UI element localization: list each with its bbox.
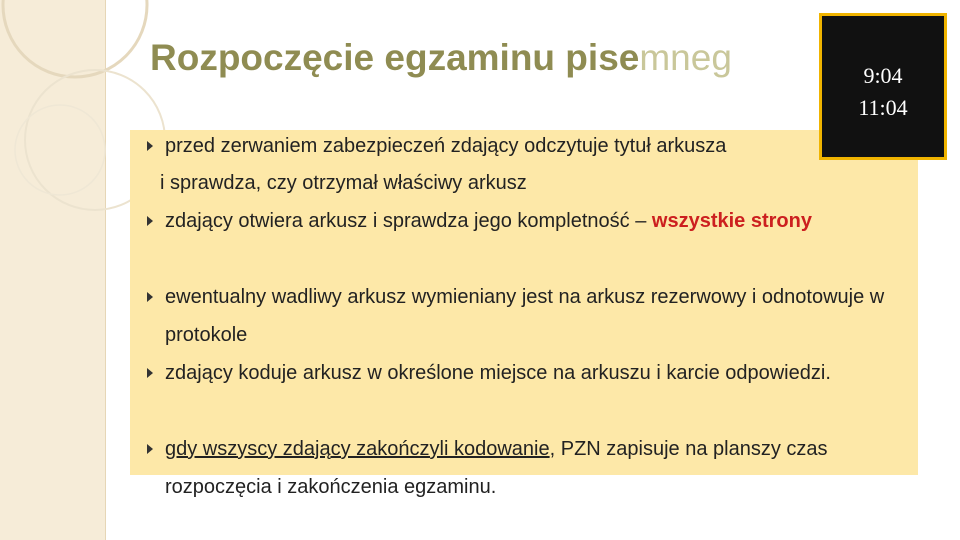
triangle-right-icon — [145, 291, 155, 303]
bullet-2-emphasis: wszystkie strony — [651, 210, 812, 232]
bullet-2-lead: zdający otwiera arkusz i sprawdza jego kompletność – — [165, 210, 652, 232]
slide-title — [150, 36, 732, 80]
bullet-4-text: zdający koduje arkusz w określone miejsce na arkuszu i karcie odpowiedzi. — [165, 362, 831, 384]
timer-box — [819, 13, 947, 160]
bullet-1-continuation: i sprawdza, czy otrzymał właściwy arkusz — [160, 172, 527, 194]
bullet-5-rest: , PZN zapisuje na planszy czas rozpoczęcia i zakończenia egzaminu. — [165, 438, 828, 498]
slide-title-main: Rozpoczęcie egzaminu pise — [150, 37, 640, 78]
triangle-right-icon — [145, 140, 155, 152]
bullet-5-underlined: gdy wszyscy zdający zakończyli kodowanie — [165, 438, 550, 460]
bullet-5-text — [165, 430, 905, 506]
bullet-1-text: przed zerwaniem zabezpieczeń zdający odczytuje tytuł arkusza — [165, 135, 727, 157]
bullet-2-text — [165, 202, 905, 240]
timer-end-time: 11:04 — [858, 95, 908, 120]
triangle-right-icon — [145, 443, 155, 455]
triangle-right-icon — [145, 215, 155, 227]
triangle-right-icon — [145, 367, 155, 379]
bullet-3-text: ewentualny wadliwy arkusz wymieniany jest na arkusz rezerwowy i odnotowuje w protokole — [165, 286, 885, 346]
slide-title-faded: mneg — [639, 37, 732, 78]
timer-start-time: 9:04 — [863, 63, 903, 88]
